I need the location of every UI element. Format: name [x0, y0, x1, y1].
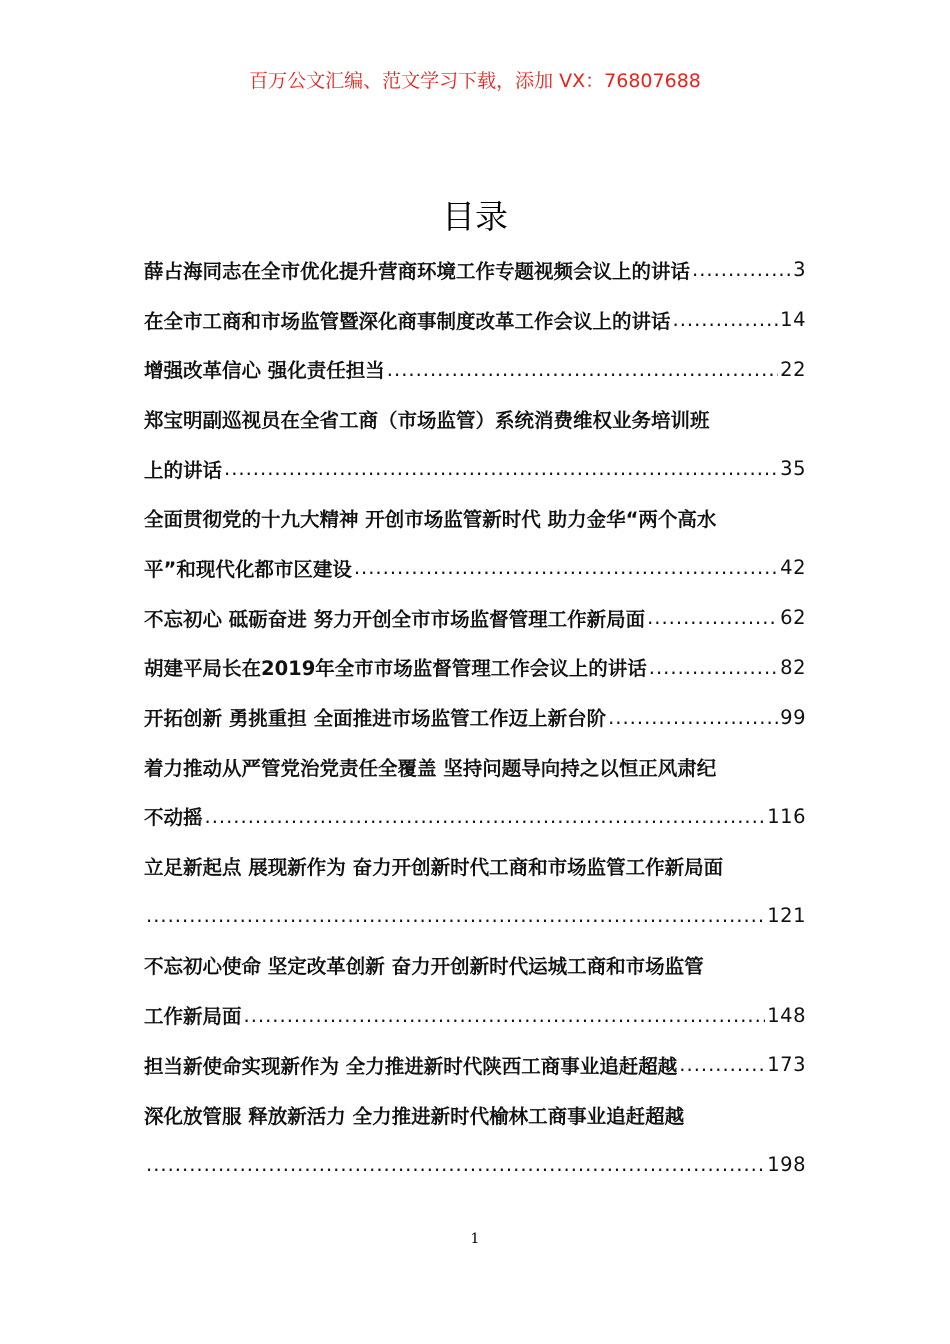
dot-leader	[205, 805, 766, 828]
toc-page-number: 62	[780, 606, 806, 630]
toc-entry-line	[144, 344, 806, 394]
toc-entry-line	[144, 841, 806, 891]
dot-leader	[608, 706, 778, 729]
page-number: 1	[470, 1231, 480, 1247]
toc-entry-title: 开拓创新 勇挑重担 全面推进市场监管工作迈上新台阶	[144, 707, 607, 731]
toc-page-number: 82	[780, 655, 806, 679]
toc-entry-title: 不动摇	[144, 806, 203, 830]
toc-entry-line	[144, 295, 806, 345]
toc-page-number: 99	[780, 705, 806, 729]
toc-entry-title: 上的讲话	[144, 458, 223, 482]
toc-page-number: 148	[767, 1003, 806, 1027]
toc-entry-title: 在全市工商和市场监管暨深化商事制度改革工作会议上的讲话	[144, 309, 671, 333]
toc-entry[interactable]	[144, 245, 806, 295]
dot-leader	[224, 457, 778, 480]
toc-entry[interactable]	[144, 493, 806, 592]
toc-entry-title: 薛占海同志在全市优化提升营商环境工作专题视频会议上的讲话	[144, 259, 691, 283]
toc-page-number: 198	[767, 1152, 806, 1176]
dot-leader	[649, 656, 778, 679]
toc-entry[interactable]	[144, 1040, 806, 1090]
toc-entry[interactable]	[144, 1090, 806, 1189]
toc-entry[interactable]	[144, 394, 806, 493]
dot-leader	[692, 258, 791, 281]
dot-leader	[387, 358, 778, 381]
toc-entry-title: 工作新局面	[144, 1005, 242, 1029]
header-note: 百万公文汇编、范文学习下载，添加 VX：76807688	[249, 70, 701, 92]
toc-entry-line	[144, 543, 806, 593]
toc-entry[interactable]	[144, 593, 806, 643]
toc-entry[interactable]	[144, 295, 806, 345]
page-title: 目录	[442, 197, 508, 236]
toc-entry[interactable]	[144, 643, 806, 693]
toc-page-number: 121	[767, 904, 806, 928]
toc-page-number: 3	[793, 258, 806, 282]
toc-entry-title: 担当新使命实现新作为 全力推进新时代陕西工商事业追赶超越	[144, 1054, 678, 1078]
toc-entry-title: 郑宝明副巡视员在全省工商（市场监管）系统消费维权业务培训班	[144, 408, 710, 432]
toc-page-number: 35	[780, 457, 806, 481]
dot-leader	[244, 1004, 766, 1027]
toc-entry-line	[144, 692, 806, 742]
toc-page-number: 42	[780, 556, 806, 580]
toc-entry-line	[144, 742, 806, 792]
toc-entry[interactable]	[144, 692, 806, 742]
dot-leader	[146, 904, 765, 927]
dot-leader	[679, 1053, 765, 1076]
toc-entry-title: 增强改革信心 强化责任担当	[144, 359, 385, 383]
toc-entry-title: 着力推动从严管党治党责任全覆盖 坚持问题导向持之以恒正风肃纪	[144, 756, 717, 780]
toc-entry-title: 胡建平局长在2019年全市市场监督管理工作会议上的讲话	[144, 657, 647, 681]
dot-leader	[146, 1153, 765, 1176]
toc-entry-line	[144, 245, 806, 295]
toc-entry-line	[144, 593, 806, 643]
toc-entry-line	[144, 1090, 806, 1140]
toc-entry-line	[144, 643, 806, 693]
toc-entry-title: 不忘初心使命 坚定改革创新 奋力开创新时代运城工商和市场监管	[144, 955, 704, 979]
dot-leader	[647, 606, 778, 629]
toc-entry-title: 不忘初心 砥砺奋进 努力开创全市市场监督管理工作新局面	[144, 607, 646, 631]
toc-entry-line	[144, 1040, 806, 1090]
toc-page-number: 116	[767, 804, 806, 828]
dot-leader	[673, 308, 779, 331]
toc-entry-line	[144, 792, 806, 842]
toc-entry-title: 立足新起点 展现新作为 奋力开创新时代工商和市场监管工作新局面	[144, 856, 724, 880]
toc-entry[interactable]	[144, 344, 806, 394]
toc-entry-line	[144, 493, 806, 543]
toc-entry[interactable]	[144, 742, 806, 841]
toc-entry-title: 全面贯彻党的十九大精神 开创市场监管新时代 助力金华“两个高水	[144, 508, 717, 532]
toc-entry-line	[144, 990, 806, 1040]
toc-entry-line	[144, 444, 806, 494]
toc-page-number: 14	[780, 308, 806, 332]
table-of-contents	[144, 245, 806, 1189]
toc-entry-line	[144, 394, 806, 444]
toc-entry-title: 平”和现代化都市区建设	[144, 557, 352, 581]
toc-entry-line	[144, 941, 806, 991]
toc-entry-line	[144, 891, 806, 941]
toc-entry[interactable]	[144, 841, 806, 940]
toc-entry[interactable]	[144, 941, 806, 1040]
toc-page-number: 173	[767, 1053, 806, 1077]
dot-leader	[354, 556, 778, 579]
toc-entry-title: 深化放管服 释放新活力 全力推进新时代榆林工商事业追赶超越	[144, 1104, 685, 1128]
toc-entry-line	[144, 1139, 806, 1189]
toc-page-number: 22	[780, 357, 806, 381]
